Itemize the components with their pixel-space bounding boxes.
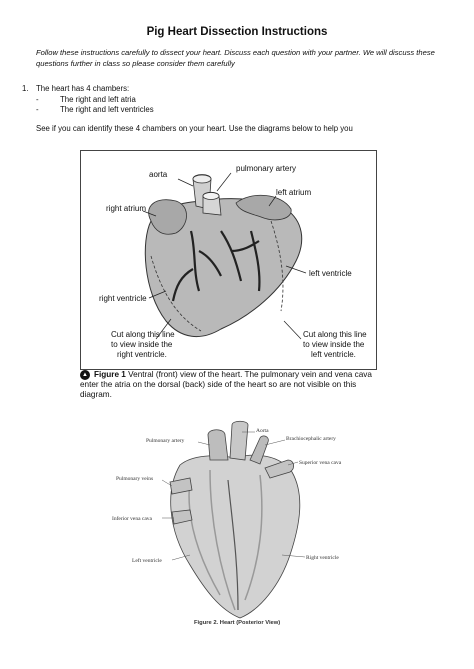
label-cut-right-2: to view inside the — [303, 340, 365, 349]
label-left-ventricle: left ventricle — [309, 269, 352, 278]
figure-2-caption: Figure 2. Heart (Posterior View) — [194, 620, 281, 626]
label-cut-left-3: right ventricle. — [117, 350, 167, 359]
heart-ventral-diagram — [81, 151, 376, 369]
list-item: - The right and left atria — [36, 94, 136, 104]
chamber-list — [22, 84, 154, 116]
intro-text: Follow these instructions carefully to dissect your heart. Discuss each question with your partner. We will discuss these questions further in class so please consider them carefully — [36, 48, 435, 68]
label-superior-vena-cava: Superior vena cava — [299, 460, 342, 466]
label-pulmonary-artery-2: Pulmonary artery — [146, 438, 185, 444]
list-heading: The heart has 4 chambers: — [36, 84, 130, 93]
label-cut-right-3: left ventricle. — [311, 350, 356, 359]
label-aorta: aorta — [149, 170, 168, 179]
label-cut-right-1: Cut along this line — [303, 330, 367, 339]
label-right-ventricle: right ventricle — [99, 294, 147, 303]
label-left-ventricle-2: Left ventricle — [132, 558, 162, 564]
figure-2-diagram — [110, 420, 370, 625]
figure-1-diagram — [80, 150, 377, 370]
page-title: Pig Heart Dissection Instructions — [146, 26, 328, 38]
figure-marker-icon: ▲ — [80, 370, 90, 380]
label-left-atrium: left atrium — [276, 188, 312, 197]
label-aorta-2: Aorta — [256, 428, 269, 434]
label-cut-left-1: Cut along this line — [111, 330, 175, 339]
label-right-atrium: right atrium — [106, 204, 147, 213]
list-item: - The right and left ventricles — [36, 105, 154, 114]
label-brachiocephalic: Brachiocephalic artery — [286, 436, 336, 442]
label-pulmonary-veins: Pulmonary veins — [116, 476, 154, 482]
label-right-ventricle-2: Right ventricle — [306, 555, 339, 561]
label-inferior-vena-cava: Inferior vena cava — [112, 516, 153, 522]
label-pulmonary-artery: pulmonary artery — [236, 164, 297, 173]
list-number: 1. — [22, 84, 29, 93]
figure-1-caption — [80, 370, 380, 400]
label-cut-left-2: to view inside the — [111, 340, 173, 349]
heart-posterior-diagram — [110, 420, 370, 625]
figure-1-caption-text: Ventral (front) view of the heart. The pulmonary vein and vena cava enter the atria on the dorsal (back) side of the heart so are not visible on this diagram. — [80, 370, 372, 400]
figure-1-label: Figure 1 — [94, 370, 126, 380]
instruction-text: See if you can identify these 4 chambers on your heart. Use the diagrams below to help you — [36, 124, 353, 133]
